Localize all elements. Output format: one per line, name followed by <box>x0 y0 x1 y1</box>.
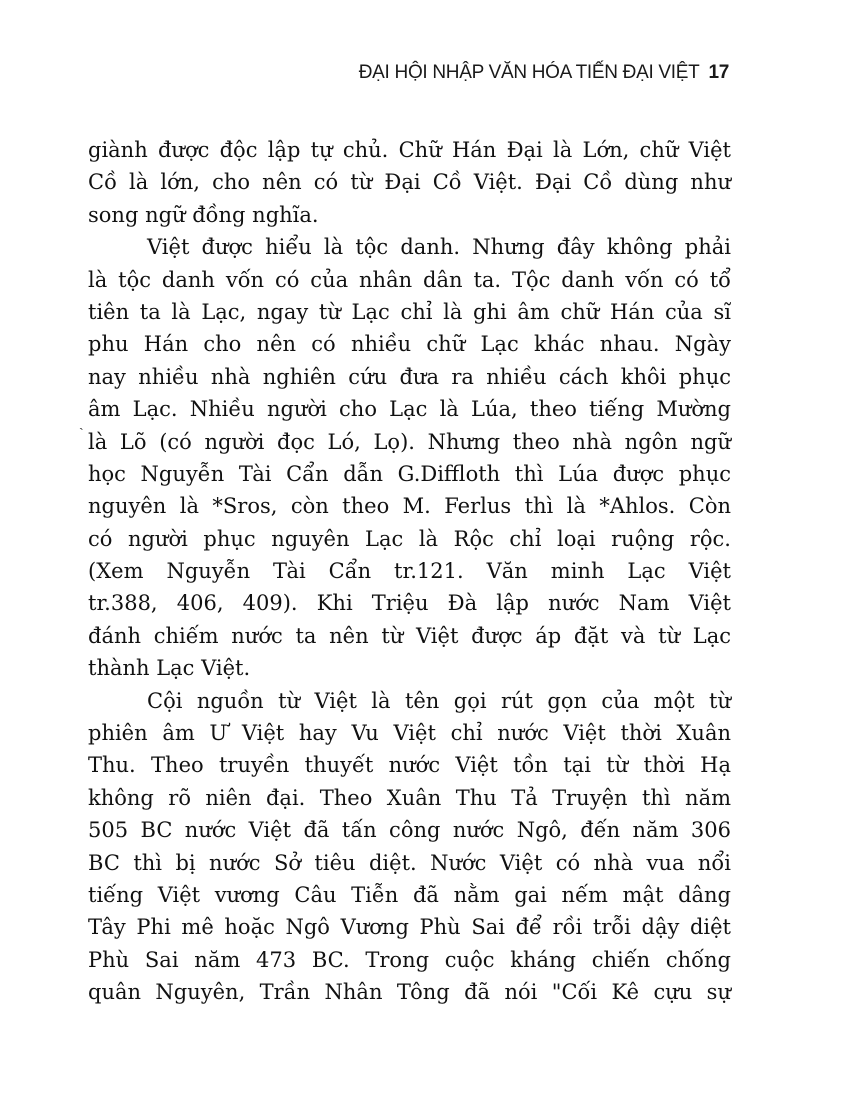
text-line: 505 BC nước Việt đã tấn công nước Ngô, đến năm 306 <box>88 818 731 843</box>
text-line-with-mark <box>79 393 731 432</box>
text-line: có người phục nguyên Lạc là Rộc chỉ loại ruộng rộc. <box>88 526 731 551</box>
text-line: nay nhiều nhà nghiên cứu đưa ra nhiều cách khôi phục <box>88 364 731 389</box>
text-line: âm Lạc. Nhiều người cho Lạc là Lúa, theo tiếng Mường <box>88 397 731 422</box>
text-line: Cội nguồn từ Việt là tên gọi rút gọn của một từ <box>147 688 731 713</box>
text-line: song ngữ đồng nghĩa. <box>88 202 319 227</box>
text-line: là Lõ (có người đọc Ló, Lọ). Nhưng theo nhà ngôn ngữ <box>88 429 731 454</box>
text-line: thành Lạc Việt. <box>88 656 251 681</box>
paragraph <box>79 231 731 684</box>
text-line: học Nguyễn Tài Cẩn dẫn G.Diffloth thì Lúa được phục <box>88 461 731 486</box>
text-line: tiếng Việt vương Câu Tiễn đã nằm gai nếm mật dâng <box>88 882 731 907</box>
text-line: nguyên là *Sros, còn theo M. Ferlus thì là *Ahlos. Còn <box>88 494 731 519</box>
text-line: không rõ niên đại. Theo Xuân Thu Tả Truyện thì năm <box>88 785 731 810</box>
running-title: ĐẠI HỘI NHẬP VĂN HÓA TIẾN ĐẠI VIỆT <box>358 62 700 83</box>
text-line: là tộc danh vốn có của nhân dân ta. Tộc danh vốn có tổ <box>88 267 731 292</box>
text-line: quân Nguyên, Trần Nhân Tông đã nói "Cối Kê cựu sự <box>88 980 731 1005</box>
text-line: tiên ta là Lạc, ngay từ Lạc chỉ là ghi âm chữ Hán của sĩ <box>88 299 731 324</box>
text-line: phiên âm Ư Việt hay Vu Việt chỉ nước Việt thời Xuân <box>88 721 731 746</box>
text-line: tr.388, 406, 409). Khi Triệu Đà lập nước Nam Việt <box>88 591 731 616</box>
paragraph <box>88 134 731 231</box>
paragraph <box>88 685 731 1009</box>
text-line: Việt được hiểu là tộc danh. Nhưng đây không phải <box>147 235 731 260</box>
text-line: Thu. Theo truyền thuyết nước Việt tồn tại từ thời Hạ <box>88 753 731 778</box>
text-line: phu Hán cho nên có nhiều chữ Lạc khác nhau. Ngày <box>88 332 731 357</box>
text-line: BC thì bị nước Sở tiêu diệt. Nước Việt có nhà vua nổi <box>88 850 731 875</box>
text-line: Cồ là lớn, cho nên có từ Đại Cồ Việt. Đại Cồ dùng như <box>88 170 731 195</box>
text-line: (Xem Nguyễn Tài Cẩn tr.121. Văn minh Lạc Việt <box>88 559 731 584</box>
page-number: 17 <box>708 62 729 83</box>
running-header <box>359 62 729 84</box>
text-line: đánh chiếm nước ta nên từ Việt được áp đặt và từ Lạc <box>88 623 731 648</box>
text-line: Phù Sai năm 473 BC. Trong cuộc kháng chiến chống <box>88 947 731 972</box>
margin-tick-mark: ˎ <box>79 415 84 432</box>
page-body <box>79 134 731 1009</box>
text-line: giành được độc lập tự chủ. Chữ Hán Đại là Lớn, chữ Việt <box>88 138 731 162</box>
text-line: Tây Phi mê hoặc Ngô Vương Phù Sai để rồi trỗi dậy diệt <box>88 915 731 940</box>
